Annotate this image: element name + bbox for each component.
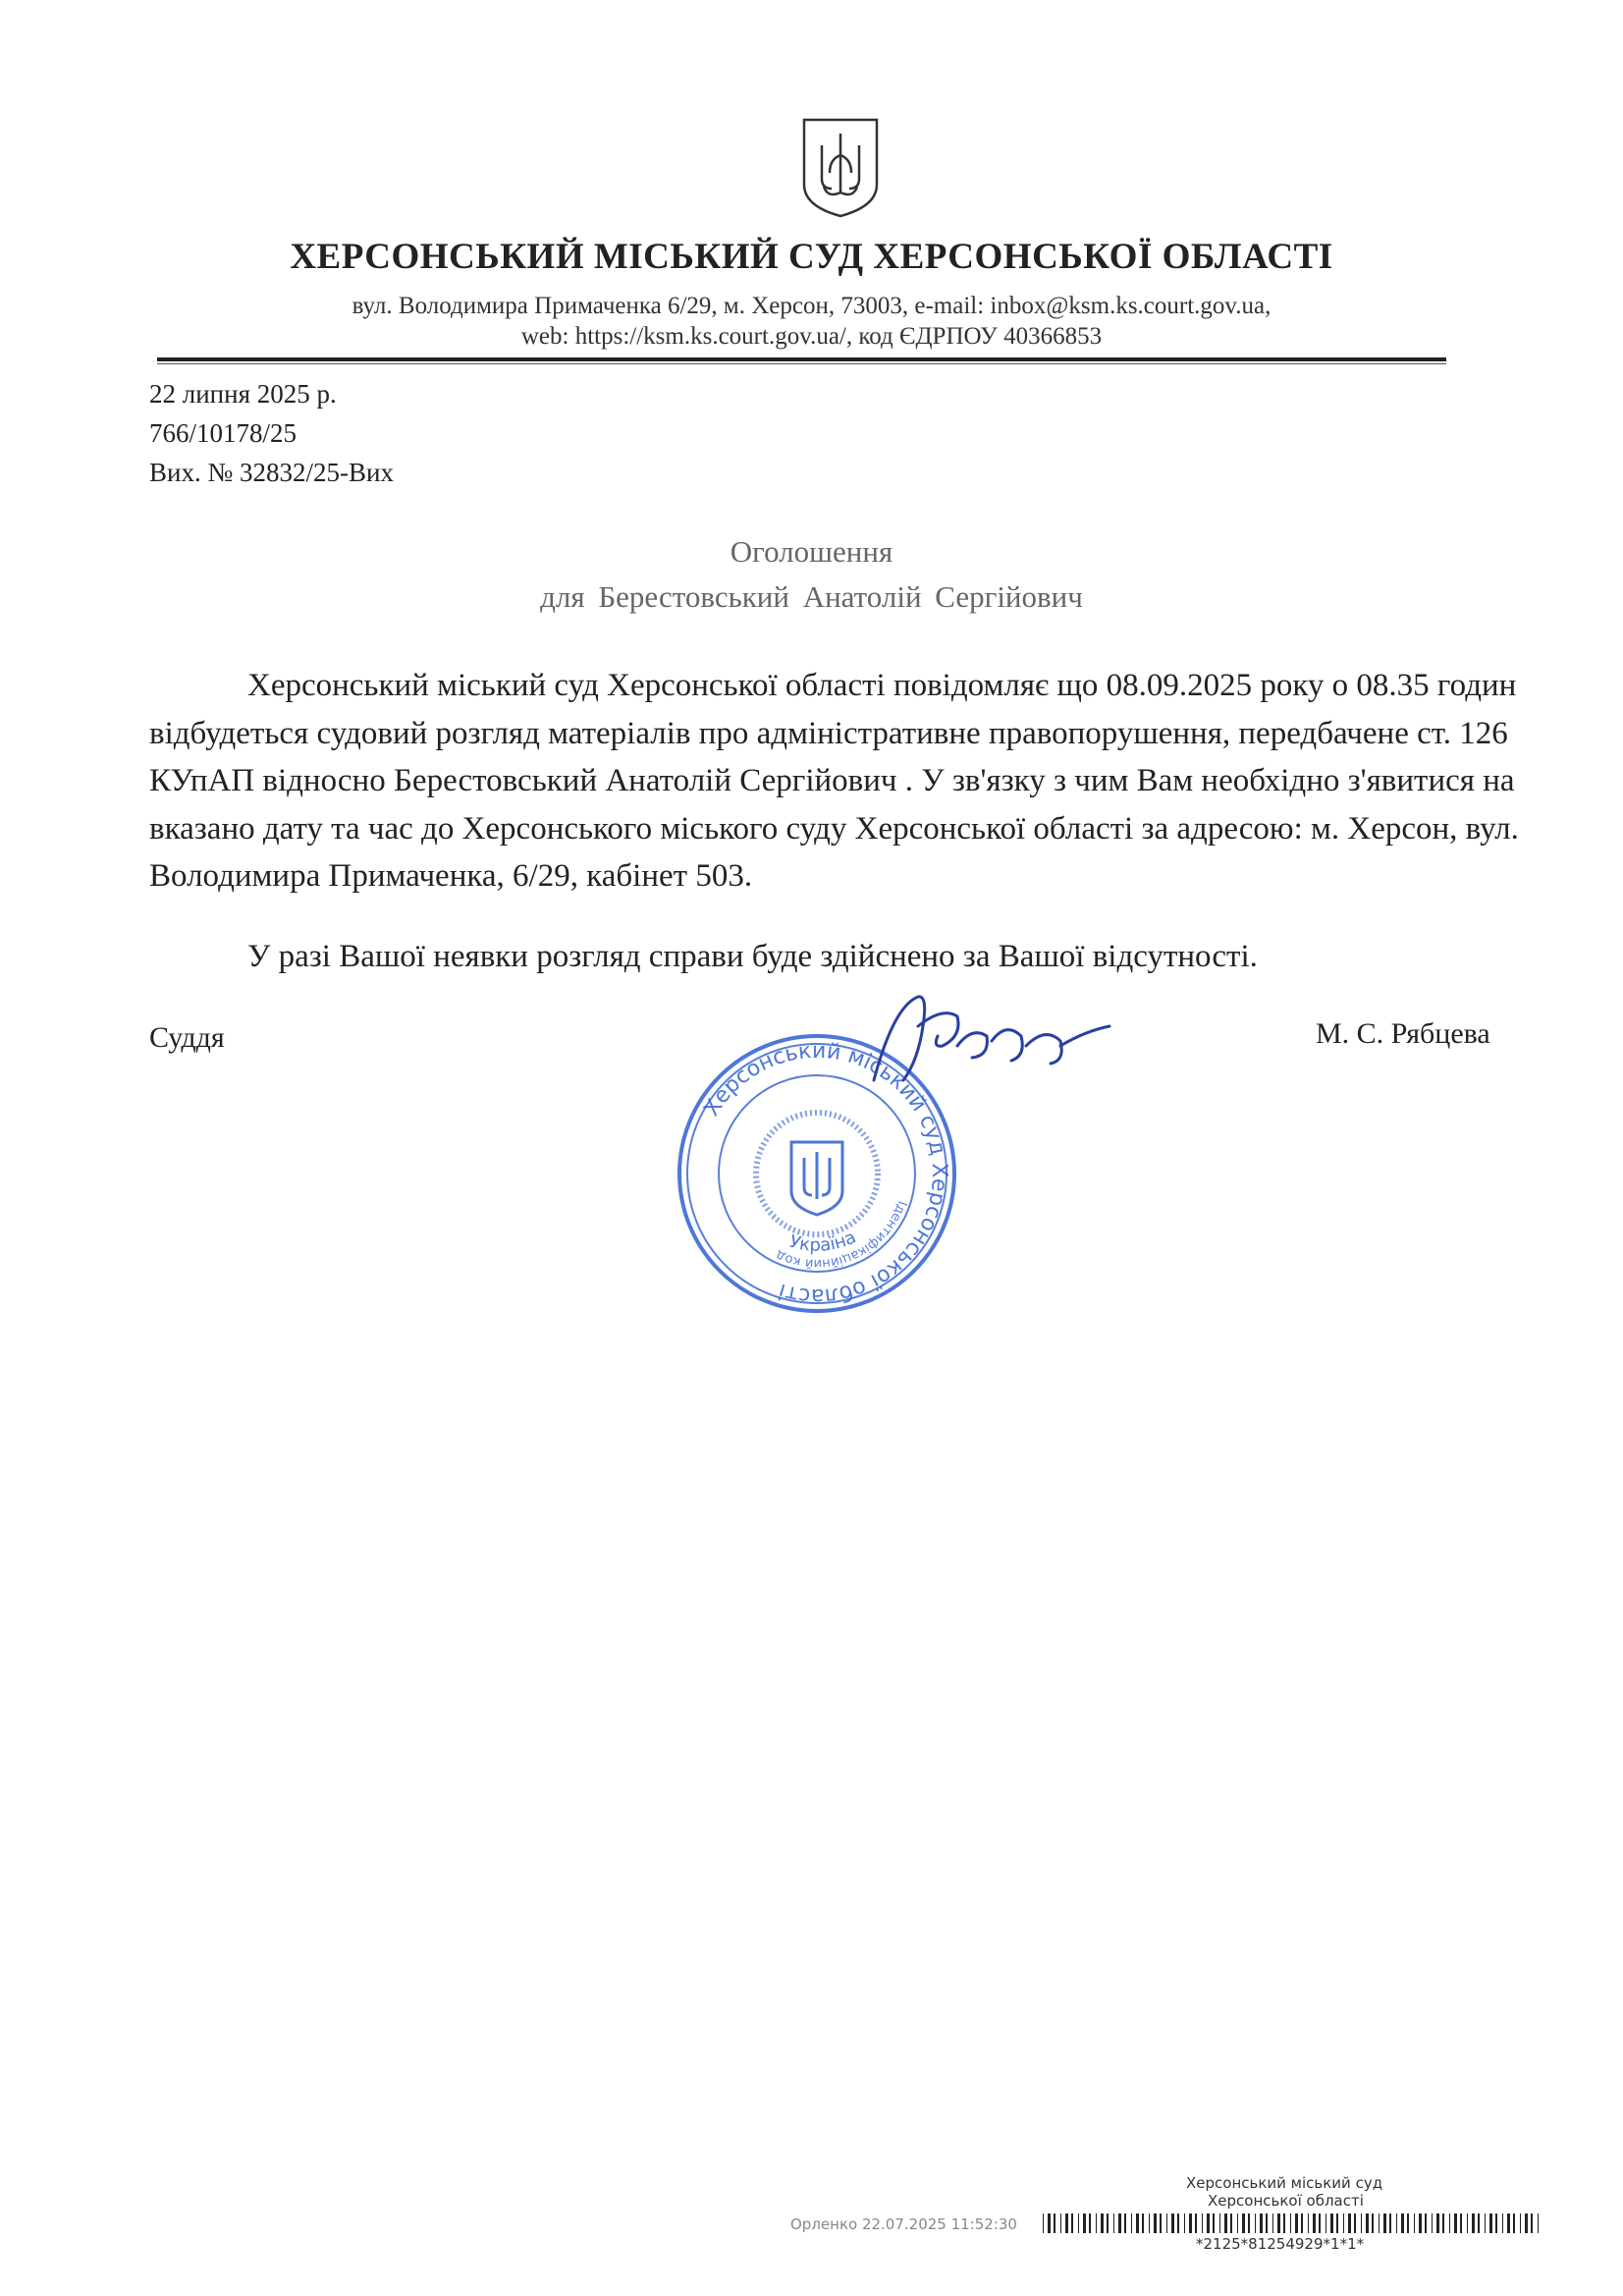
announcement-recipient: для Берестовський Анатолій Сергійович <box>540 579 1083 614</box>
barcode-text: *2125*81254929*1*1* <box>1196 2235 1365 2253</box>
seal-outer-text: Херсонський міський суд Херсонської області <box>699 1038 952 1309</box>
court-web-and-code: web: https://ksm.ks.court.gov.ua/, код ЄДРПОУ 40366853 <box>520 323 1103 350</box>
judge-label: Суддя <box>149 1021 225 1054</box>
court-address: вул. Володимира Примаченка 6/29, м. Херсон, 73003, e-mail: inbox@ksm.ks.court.gov.ua, <box>352 293 1271 319</box>
registry-line-1: Херсонський міський суд <box>1186 2174 1383 2192</box>
header-rule <box>157 357 1446 361</box>
court-name-heading: ХЕРСОНСЬКИЙ МІСЬКИЙ СУД ХЕРСОНСЬКОЇ ОБЛАСТІ <box>290 237 1333 277</box>
coat-of-arms-icon <box>800 116 881 220</box>
seal-trident-icon <box>791 1142 842 1215</box>
case-number: 766/10178/25 <box>149 418 298 448</box>
printed-timestamp: Орленко 22.07.2025 11:52:30 <box>790 2215 1017 2233</box>
announcement-title: Оголошення <box>730 534 893 569</box>
barcode-icon <box>1043 2214 1543 2233</box>
judge-name: М. С. Рябцева <box>1316 1017 1490 1050</box>
judge-signature-icon <box>864 987 1119 1095</box>
outgoing-number: Вих. № 32832/25-Вих <box>149 458 394 487</box>
seal-bottom-text: Україна <box>786 1227 860 1256</box>
registry-line-2: Херсонської області <box>1208 2192 1364 2210</box>
seal-inner-text: Ідентифікаційний код <box>774 1198 910 1272</box>
announcement-paragraph-absence: У разі Вашої неявки розгляд справи буде здійснено за Вашої відсутності. <box>247 939 1258 974</box>
document-date: 22 липня 2025 р. <box>149 379 337 409</box>
announcement-paragraph-main: Херсонський міський суд Херсонської області повідомляє що 08.09.2025 року о 08.35 годин відбудеться судовий розгляд матеріалів про адміністративне правопорушення, передбачене ст. 126 КУпАП відносно Берестовський Анатолій Сергійович . У зв'язку з чим Вам необхідно з'явитися на вказано дату та час до Херсонського міського суду Херсонської області за адресою: м. Херсон, вул. Володимира Примаченка, 6/29, кабінет 503. <box>149 668 1519 894</box>
header-rule-thin <box>157 363 1446 364</box>
